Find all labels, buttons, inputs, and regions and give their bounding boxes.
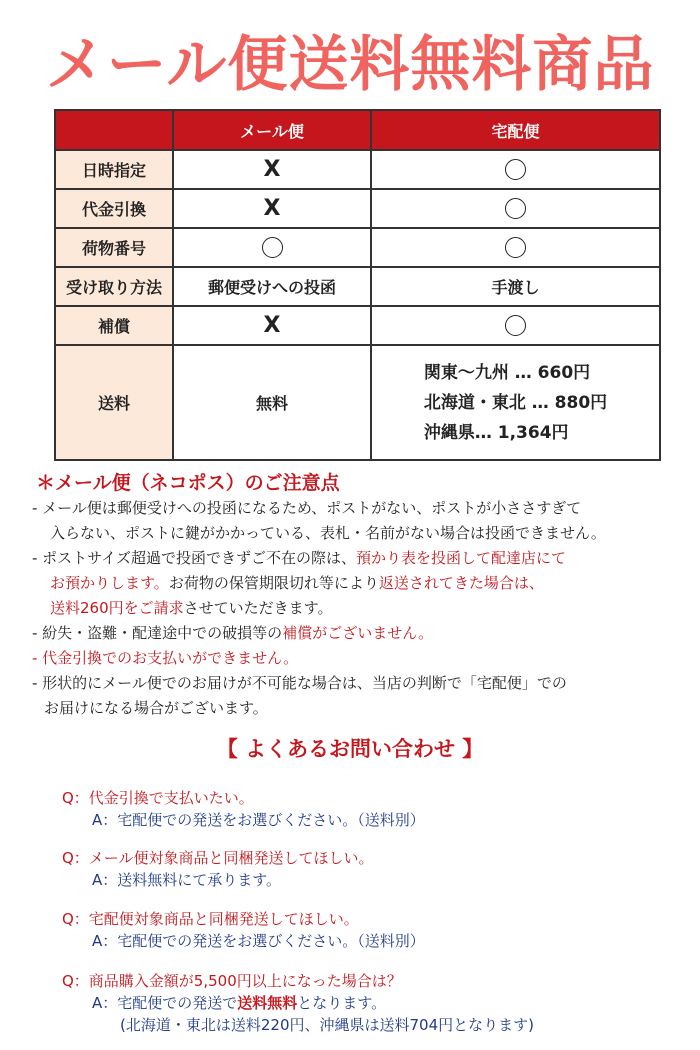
- table-header-corner: [55, 110, 173, 150]
- takuhai-cell: [371, 345, 660, 460]
- row-label: 受け取り方法: [55, 267, 173, 306]
- note-highlight: 送料260円をご請求: [50, 599, 184, 617]
- faq-item: [62, 908, 682, 952]
- row-label: 補償: [55, 306, 173, 345]
- takuhai-cell: 手渡し: [371, 267, 660, 306]
- mail-cell: 無料: [173, 345, 371, 460]
- note-highlight: 返送されてきた場合は、: [378, 574, 544, 592]
- takuhai-cell: [371, 150, 660, 189]
- cross-icon: X: [263, 196, 281, 221]
- row-label: 荷物番号: [55, 228, 173, 267]
- table-header-takuhai: 宅配便: [371, 110, 660, 150]
- mail-cell: [173, 306, 371, 345]
- note-line: [32, 546, 682, 571]
- table-row: [55, 267, 660, 306]
- note-line: お届けになる場合がございます。: [44, 699, 268, 717]
- faq-answer: A：送料無料にて承ります。: [92, 871, 282, 889]
- faq-answer: [62, 992, 682, 1014]
- circle-icon: [505, 315, 526, 336]
- fee-line: 北海道・東北 … 880円: [423, 392, 608, 413]
- note-highlight: 預かり表を投函して配達店にて: [355, 549, 566, 567]
- takuhai-cell: [371, 228, 660, 267]
- table-row-shipping: [55, 345, 660, 460]
- faq-answer-note: (北海道・東北は送料220円、沖縄県は送料704円となります): [120, 1016, 534, 1034]
- faq-answer: A：宅配便での発送をお選びください。（送料別）: [92, 932, 425, 950]
- shipping-fee-list: [424, 358, 607, 448]
- table-row: [55, 306, 660, 345]
- note-text: - 紛失・盗難・配達途中での破損等の: [32, 624, 283, 642]
- faq-answer: A：宅配便での発送をお選びください。（送料別）: [92, 811, 425, 829]
- circle-icon: [505, 237, 526, 258]
- note-line: 入らない、ポストに鍵がかかっている、表札・名前がない場合は投函できません。: [50, 524, 606, 542]
- faq-item: [62, 787, 682, 831]
- table-row: [55, 228, 660, 267]
- faq-item: [62, 970, 682, 1036]
- note-line: - 形状的にメール便でのお届けが不可能な場合は、当店の判断で「宅配便」での: [32, 674, 567, 692]
- circle-icon: [262, 237, 283, 258]
- notes-heading: ＊メール便（ネコポス）のご注意点: [36, 472, 340, 494]
- table-row: [55, 189, 660, 228]
- note-line: - 代金引換でのお支払いができません。: [32, 649, 299, 667]
- faq-question: Q：メール便対象商品と同梱発送してほしい。: [62, 849, 374, 867]
- takuhai-cell: [371, 306, 660, 345]
- mail-cell: [173, 150, 371, 189]
- takuhai-cell: [371, 189, 660, 228]
- table-row: [55, 150, 660, 189]
- table-header-row: [55, 110, 660, 150]
- faq-answer-text: となります。: [297, 994, 387, 1012]
- row-label: 日時指定: [55, 150, 173, 189]
- shipping-comparison-table: [54, 109, 661, 461]
- mail-notes: [32, 470, 682, 721]
- row-label: 代金引換: [55, 189, 173, 228]
- row-label: 送料: [55, 345, 173, 460]
- note-line: [32, 571, 682, 596]
- faq-question: Q：宅配便対象商品と同梱発送してほしい。: [62, 910, 359, 928]
- circle-icon: [505, 198, 526, 219]
- faq-answer-text: A：宅配便での発送で: [92, 994, 238, 1012]
- circle-icon: [505, 159, 526, 180]
- note-highlight: 補償がございません。: [282, 624, 434, 642]
- mail-cell: 郵便受けへの投函: [173, 267, 371, 306]
- page-title: メール便送料無料商品: [45, 30, 655, 100]
- faq-answer-highlight: 送料無料: [237, 994, 298, 1012]
- fee-line: 沖縄県… 1,364円: [423, 422, 569, 443]
- table-header-mail: メール便: [173, 110, 371, 150]
- faq-question: Q：代金引換で支払いたい。: [62, 789, 254, 807]
- faq-item: [62, 847, 682, 891]
- note-line: [32, 621, 682, 646]
- fee-line: 関東～九州 … 660円: [423, 362, 591, 383]
- note-text: お荷物の保管期限切れ等により: [168, 574, 379, 592]
- note-highlight: お預かりします。: [50, 574, 169, 592]
- cross-icon: X: [263, 157, 281, 182]
- cross-icon: X: [263, 313, 281, 338]
- note-line: [32, 596, 682, 621]
- faq-title: 【 よくあるお問い合わせ 】: [216, 737, 484, 761]
- mail-cell: [173, 228, 371, 267]
- note-line: - メール便は郵便受けへの投函になるため、ポストがない、ポストが小ささすぎて: [32, 499, 582, 517]
- mail-cell: [173, 189, 371, 228]
- note-text: させていただきます。: [183, 599, 333, 617]
- note-text: - ポストサイズ超過で投函できずご不在の際は、: [32, 549, 356, 567]
- faq-question: Q：商品購入金額が5,500円以上になった場合は？: [62, 972, 402, 990]
